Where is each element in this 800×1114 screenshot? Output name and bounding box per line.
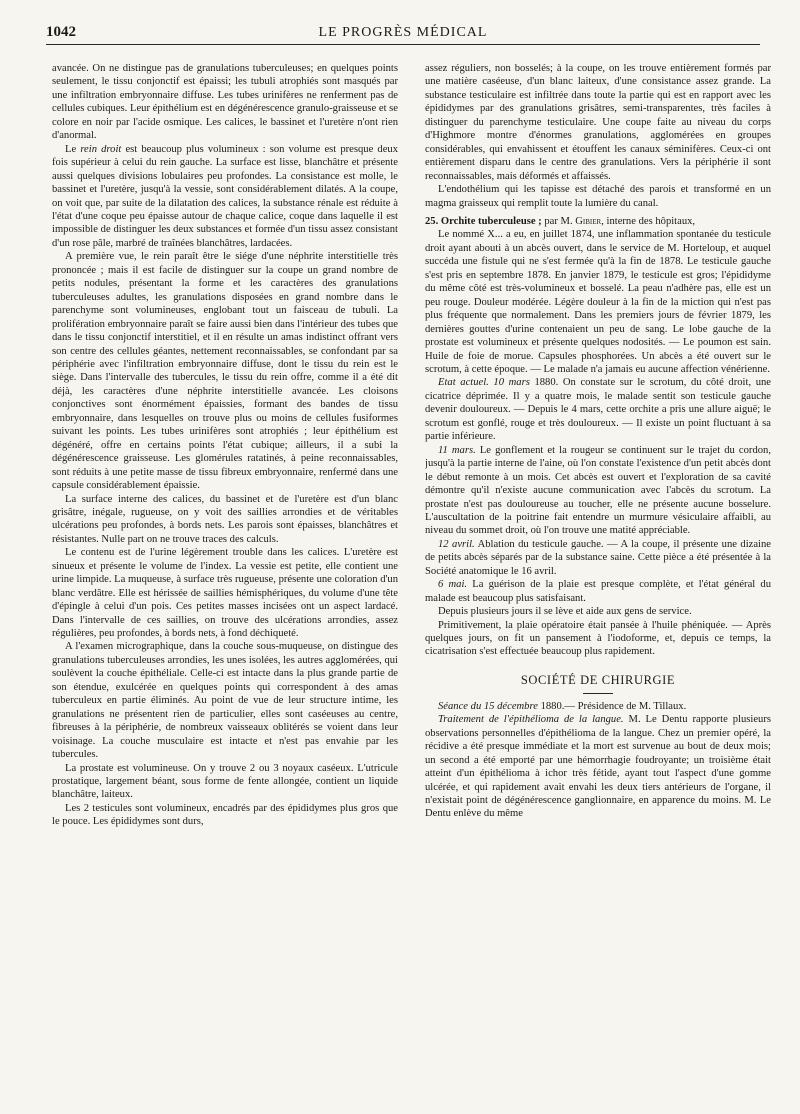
emphasis: rein droit bbox=[80, 143, 122, 155]
paragraph: 6 mai. La guérison de la plaie est presque complète, et l'état général du malade est beaucoup plus satisfaisant. bbox=[425, 579, 771, 604]
paragraph: 12 avril. Ablation du testicule gauche. — A la coupe, il présente une dizaine de petits abcès séparés par de la substance saine. Cette pièce a été présentée à la Société anatomique le 16 avril. bbox=[425, 538, 771, 577]
author-name: Gibier bbox=[575, 215, 602, 227]
paragraph: Depuis plusieurs jours il se lève et aide aux gens de service. bbox=[438, 606, 692, 618]
left-column bbox=[52, 62, 398, 1112]
section-heading: SOCIÉTÉ DE CHIRURGIE bbox=[425, 673, 771, 694]
paragraph: A première vue, le rein paraît être le siége d'une néphrite interstitielle très prononcée ; mais il est facile de distinguer sur la coupe un grand nombre de petits nodules, présentant la forme et les caractères des granulations tuberculeuses adultes, les granulations disposées en grand nombre dans le parenchyme sont volumineuses, englobant tout un faisceau de tubuli. La prolifération embryonnaire paraît se faire aussi bien dans l'intérieur des tubes que dans le tissu conjonctif interstitiel, et il en résulte un amas indistinct offrant vers son centre des cellules géantes, nettement reconnaissables, se confondant par sa périphérie avec l'infiltration embryonnaire diffuse, dont le tissu du rein est le siège. Dans l'intervalle des tubercules, le tissu du rein offre, comme il a été dit déjà, les caractères d'une néphrite interstitielle avancée. Les cloisons conjonctives sont énormément épaissies, formant des bandes de tissu embryonnaire, dans lesquelles on trouve plus ou moins de cellules fusiformes suivant les points. Les tubes urinifères sont atrophiés ; leur épithélium est dégénéré, offre en certains points l'état cubique; ailleurs, il a subi la dégénérescence graisseuse. Les glomérules ratatinés, à peine reconnaissables, sont réduits à une petite masse de tissu fibreux embryonnaire, renfermé dans une capsule considérablement épaissie. bbox=[52, 251, 398, 492]
article-heading: 25. Orchite tuberculeuse ; par M. Gibier, interne des hôpitaux, bbox=[425, 215, 696, 227]
paragraph: assez réguliers, non bosselés; à la coupe, on les trouve entièrement formés par une matière caséeuse, d'un blanc laiteux, d'une consistance assez grande. La substance testiculaire est infiltrée dans toute la partie qui est en rapport avec les épididymes par des granulations grisâtres, semi-transparentes, très faciles à distinguer du parenchyme testiculaire. Une coupe faite au niveau du corps d'Highmore montre d'énormes granulations, agglomérées en groupes considérables, qui envahissent et étouffent les canaux séminifères. Ceux-ci ont entièrement disparu dans le centre des granulations. Vers la périphérie il sont reconnaissables, mais déformés et affaissés. bbox=[425, 63, 771, 182]
paragraph: 11 mars. Le gonflement et la rougeur se continuent sur le trajet du cordon, jusqu'à la partie interne de l'aine, où l'on constate l'existence d'un petit abcès dont le début remonte à un mois. Cet abcès est ouvert et l'exploration de sa cavité démontre qu'il n'existe aucune communication avec l'abcès du scrotum. La prostate n'est pas douloureuse au toucher, elle ne présente aucune bosselure. L'auscultation de la poitrine fait entendre un murmure vésiculaire affaibli, au niveau du sommet droit, où l'on trouve une matité appréciable. bbox=[425, 444, 771, 537]
paragraph: avancée. On ne distingue pas de granulations tuberculeuses; en quelques points seulement, le tissu conjonctif est épaissi; les tubuli atrophiés sont masqués par une infiltration embryonnaire diffuse. Les tubes urinifères ne renferment pas de cellules cubiques. Leur épithélium est en dégénérescence granulo-graisseuse et se colore en noir par l'acide osmique. Les calices, le bassinet et l'uretère n'ont rien d'anormal. bbox=[52, 63, 398, 142]
paragraph: Les 2 testicules sont volumineux, encadrés par des épididymes plus gros que le pouce. Les épididymes sont durs, bbox=[52, 802, 398, 828]
paragraph: La prostate est volumineuse. On y trouve 2 ou 3 noyaux caséeux. L'utricule prostatique, largement béant, sous forme de fente allongée, contient un liquide blanchâtre, laiteux. bbox=[52, 762, 398, 801]
paragraph: Etat actuel. 10 mars 1880. On constate sur le scrotum, du côté droit, une cicatrice déprimée. Il y a quatre mois, le malade sentit son testicule gauche devenir douloureux. — Depuis le 4 mars, cette orchite a pris une allure aiguë; le scrotum est gonflé, rouge et très douloureux. — Il existe un point fluctuant à sa partie inférieure. bbox=[425, 377, 771, 443]
running-title: LE PROGRÈS MÉDICAL bbox=[318, 25, 488, 40]
paragraph: Le nommé X... a eu, en juillet 1874, une inflammation spontanée du testicule droit ayant abouti à un abcès ouvert, dans le service de M. Horteloup, et auquel succéda une fistule qui ne s'est fermée qu'à la fin de 1878. Le testicule gauche s'est pris en septembre 1878. En janvier 1879, le testicule est gros; l'épididyme du même côté est très-volumineux et bosselé. La peau n'adhère pas, elle est un peu rouge. Douleur modérée. Légère douleur à la fin de la miction qui n'est pas plus fréquente que normalement. Dans les premiers jours de février 1879, les dernières gouttes d'urine contenaient un peu de sang. Le lobe gauche de la prostate est volumineux et présente quelques nodosités. — Le poumon est sain. Huile de foie de morue. Capsules phosphorées. Un abcès a été ouvert sur le scrotum, à cette époque. — Le malade n'a jamais eu aucune affection vénérienne. bbox=[425, 229, 771, 375]
paragraph: La surface interne des calices, du bassinet et de l'uretère est d'un blanc grisâtre, inégale, rugueuse, on y voit des saillies arrondies et de véritables ulcérations peu profondes, à bords nets. Les parois sont épaisses, blanchâtres et résistantes. Nulle part on ne trouve traces des calculs. bbox=[52, 493, 398, 545]
paragraph: Traitement de l'épithélioma de la langue. M. Le Dentu rapporte plusieurs observations personnelles d'épithélioma de la langue. Chez un premier opéré, la récidive a été presque immédiate et la mort est survenue au bout de deux mois; un second a été emporté par une hémorrhagie foudroyante; un troisième était atteint d'un épithélioma à ichor très fétide, ayant tout l'aspect d'une gomme ulcérée, et qui rapidement avait envahi les deux tiers antérieurs de l'organe, il n'existait point de dégénérescence ganglionnaire, en apparence du moins. M. Le Dentu enlève du même bbox=[425, 714, 771, 820]
paragraph: L'endothélium qui les tapisse est détaché des parois et transformé en un magma graisseux qui remplit toute la lumière du canal. bbox=[425, 184, 771, 209]
session-line: Séance du 15 décembre 1880.— Présidence de M. Tillaux. bbox=[438, 700, 687, 712]
right-column bbox=[425, 62, 771, 1112]
paragraph: Le rein droit est beaucoup plus volumineux : son volume est presque deux fois supérieur à celui du rein gauche. La surface est lisse, blanchâtre et présente aussi quelques divisions lobulaires peu profondes. La consistance est molle, le bassinet et l'uretère, jusqu'à la vessie, sont considérablement dilatés. A la coupe, on voit que, par suite de la dilatation des calices, la substance rénale est réduite à l'état d'une coque peu épaisse autour de chaque calice, coque dans laquelle il est impossible de distinguer les deux substances et formée d'un tissu assez consistant d'un rose pâle, marbré de traînées blanchâtres, lardacées. bbox=[52, 143, 398, 249]
paragraph: Primitivement, la plaie opératoire était pansée à l'huile phéniquée. — Après quelques jours, on fit un pansement à l'iodoforme, et, depuis ce temps, la cicatrisation s'est effectuée beaucoup plus rapidement. bbox=[425, 619, 771, 658]
paragraph: A l'examen micrographique, dans la couche sous-muqueuse, on distingue des granulations tuberculeuses arrondies, les unes isolées, les autres agglomérées, qui soulèvent la couche épithéliale. Celle-ci est intacte dans la plus grande partie de son étendue, exulcérée en quelques points qui correspondent à des amas tuberculeux en partie éliminés. Au point de vue de leur structure intime, les granulations ne présentent rien de particulier, elles sont caséeuses au centre, fibreuses à la périphérie, de nombreux vaisseaux oblitérés se voient dans leur voisinage. La couche musculaire est intacte et n'est pas envahie par les tubercules. bbox=[52, 641, 398, 761]
page-header bbox=[46, 22, 760, 45]
article-title: 25. Orchite tuberculeuse ; bbox=[425, 215, 542, 227]
paragraph: Le contenu est de l'urine légèrement trouble dans les calices. L'uretère est sinueux et présente le volume de l'index. La vessie est petite, elle contient une urine limpide. La muqueuse, à surface très rugueuse, présente une coloration d'un blanc verdâtre. Elle est hérissée de saillies hémisphériques, du volume d'une tête d'épingle à celui d'un pois. Ces petites masses incisées ont un aspect lardacé. Dans l'intervalle de ces saillies, on trouve des ulcérations arrondies, assez régulières, peu profondes, à bords nets, à fond déchiqueté. bbox=[52, 547, 398, 640]
page-number: 1042 bbox=[46, 24, 76, 40]
